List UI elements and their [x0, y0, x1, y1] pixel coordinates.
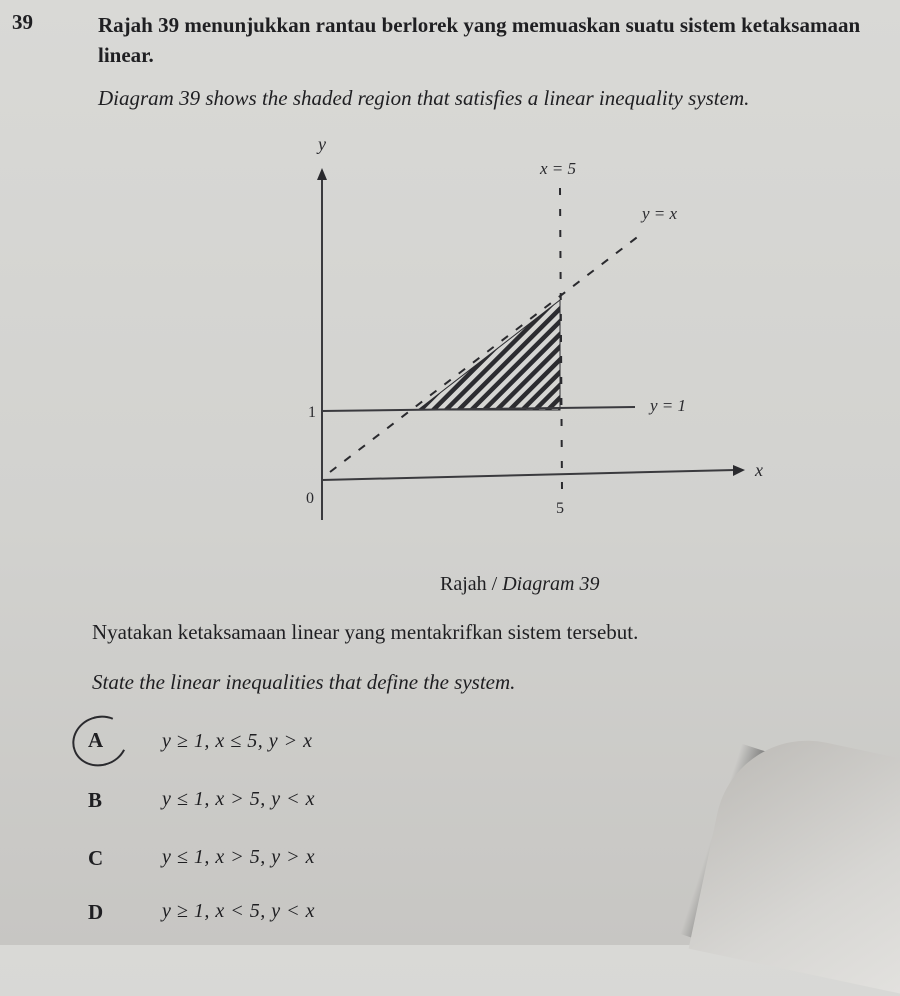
option-d-letter[interactable]: D — [88, 900, 104, 924]
prompt-english: State the linear inequalities that define the system. — [92, 670, 516, 694]
tick-y-1: 1 — [308, 404, 316, 421]
finger-overlay — [689, 724, 900, 996]
axis-x-label: x — [755, 460, 763, 480]
question-text-english: Diagram 39 shows the shaded region that satisfies a linear inequality system. — [98, 86, 750, 110]
option-d-text[interactable]: y ≥ 1, x < 5, y < x — [162, 900, 315, 922]
caption-english: Diagram 39 — [502, 573, 600, 595]
tick-x-5: 5 — [556, 500, 564, 517]
question-number: 39 — [12, 10, 33, 34]
diagram-caption — [440, 573, 599, 596]
option-c-letter[interactable]: C — [88, 846, 104, 870]
option-a-letter[interactable]: A — [88, 728, 104, 752]
line-x-equals-5 — [560, 188, 562, 490]
caption-malay: Rajah / — [440, 573, 503, 595]
option-b-letter[interactable]: B — [88, 788, 103, 812]
option-b-text[interactable]: y ≤ 1, x > 5, y < x — [162, 788, 315, 810]
axis-y-label: y — [318, 134, 326, 154]
y-axis-arrow — [317, 168, 327, 180]
option-a-text[interactable]: y ≥ 1, x ≤ 5, y > x — [162, 730, 313, 752]
origin-label: 0 — [306, 490, 314, 507]
x-axis-arrow — [733, 465, 745, 476]
x-axis — [322, 470, 735, 480]
line-y-equals-x — [330, 235, 640, 472]
question-text-malay: Rajah 39 menunjukkan rantau berlorek yang memuaskan suatu sistem ketaksamaan linear. — [98, 13, 861, 67]
shaded-region — [418, 300, 560, 410]
label-y-equals-1: y = 1 — [650, 396, 687, 415]
label-x-equals-5: x = 5 — [540, 159, 577, 178]
label-y-equals-x: y = x — [642, 204, 678, 223]
prompt-malay: Nyatakan ketaksamaan linear yang mentakrifkan sistem tersebut. — [92, 620, 639, 644]
option-c-text[interactable]: y ≤ 1, x > 5, y > x — [162, 846, 315, 868]
